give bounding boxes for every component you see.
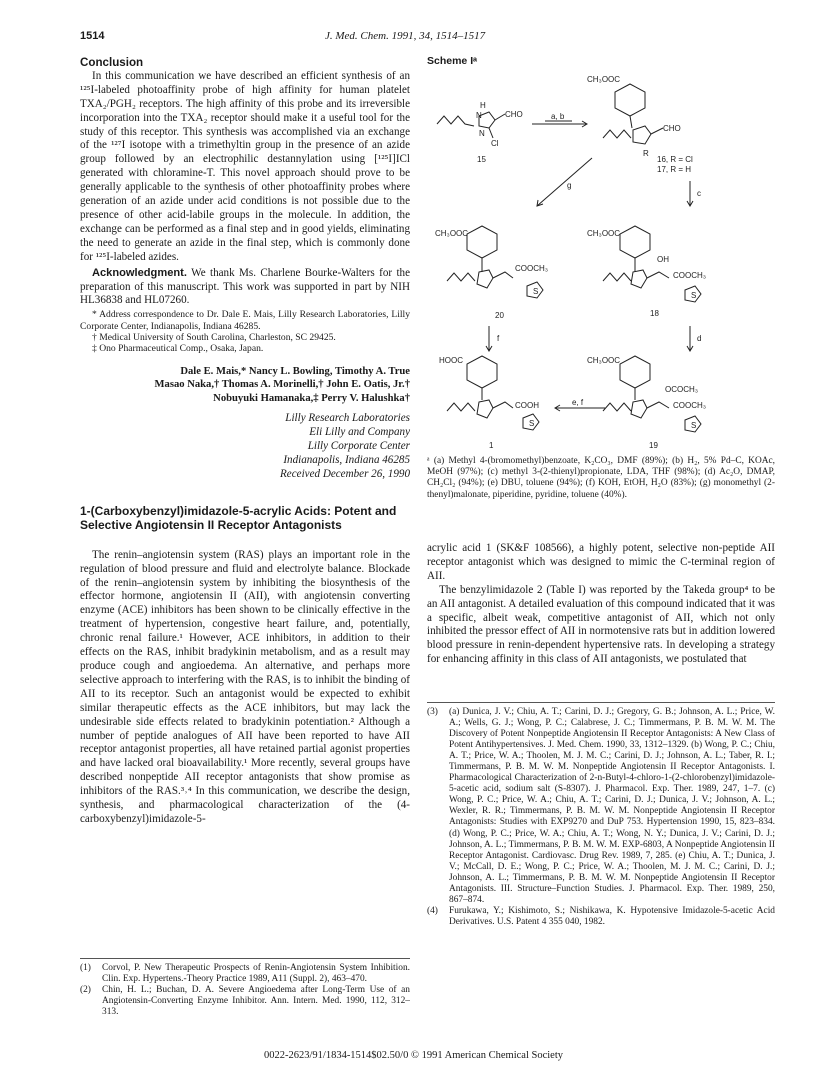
compound-19 <box>587 356 706 450</box>
label-s: S <box>691 291 697 300</box>
author-block <box>80 365 410 407</box>
label-cooch3: COOCH₃ <box>673 401 707 410</box>
label-cho: CHO <box>505 110 523 119</box>
label-c: c <box>697 189 701 198</box>
reference-item <box>80 963 410 985</box>
first-footnotes <box>80 309 410 354</box>
compound-number: 16, R = Cl <box>657 155 693 164</box>
scheme-title: Scheme Iᵃ <box>427 55 478 67</box>
author-line: Dale E. Mais,* Nancy L. Bowling, Timothy A. True <box>180 365 410 377</box>
right-paragraph-2: The benzylimidazole 2 (Table I) was reported by the Takeda group⁴ to be an AII antagonist. A detailed evaluation of this compound indicated that it was a specific, albeit weak, competitive antagonist of AII, which not only inhibited the pressor effect of AII in normotensive rats but in addition lowered blood pressure in renin-dependent hypertensive rats. In developing a strategy for enhancing affinity in this class of AII antagonists, we postulated that <box>427 583 775 666</box>
references-right <box>427 707 775 928</box>
label-f: f <box>497 334 500 343</box>
label-s: S <box>691 421 697 430</box>
label-cl: Cl <box>491 139 499 148</box>
label-cho: CHO <box>663 124 681 133</box>
compound-number: 18 <box>650 309 659 318</box>
reference-item <box>80 985 410 1018</box>
compound-number: 19 <box>649 441 658 450</box>
reference-text: Chin, H. L.; Buchan, D. A. Severe Angioedema after Long-Term Use of an Angiotensin-Converting Enzyme Inhibitor. Ann. Intern. Med. 1990, 112, 312–313. <box>102 985 410 1018</box>
footnote-address: * Address correspondence to Dr. Dale E. Mais, Lilly Research Laboratories, Lilly Corporate Center, Indianapolis, Indiana 46285. <box>80 309 410 332</box>
intro-paragraph: The renin–angiotensin system (RAS) plays an important role in the regulation of blood pressure and fluid and electrolyte balance. Blockade of the renin–angiotensin system by inhibiting the biosynthesis of the effector hormone, angiotensin II (AII), with angiotensin converting enzyme (ACE) inhibitors has been shown to be clinically effective in the treatment of hypertension, congestive heart failure, and, potentially, chronic renal failure.¹ However, ACE inhibitors, in addition to their effects on the RAS, inhibit bradykinin metabolism, and as a result may produce cough and angioedema. An alternative, and perhaps more selective approach to interfering with the RAS, is to inhibit the binding of AII to its receptor. Such an antagonist would be expected to exhibit similar therapeutic effects as the ACE inhibitors, but may lack the undesirable side effects related to bradykinin potentiation.² Although a number of peptide analogues of AII have been reported to have AII receptor antagonist properties, all have retained partial agonist properties and have lacked oral bioavailability.¹ More recently, several groups have described nonpeptide AII receptor antagonists that show promise as inhibitors of the RAS.³˒⁴ In this communication, we describe the design, synthesis, and pharmacological characterization of the (4-carboxybenzyl)imidazole-5- <box>80 548 410 825</box>
compound-number: 20 <box>495 311 504 320</box>
left-column <box>80 56 410 827</box>
affiliation-line: Lilly Research Laboratories <box>285 412 410 425</box>
footnote-rule-right <box>427 702 775 703</box>
label-d: d <box>697 334 702 343</box>
conclusion-paragraph: In this communication we have described an efficient synthesis of an ¹²⁵I-labeled photoaffinity probe of high affinity for human platelet TXA₂/PGH₂ receptors. The high affinity of this probe and its irreversible incorporation into the TXA₂ receptor should make it a useful tool for the study of this receptor. This synthesis was accomplished via an exchange of the ¹²⁷I isotope with a trimethyltin group in the presence of an azide group followed by an electrophilic destannylation using [¹²⁵I]ICl generated with chloramine-T. This novel approach should prove to be generally applicable to the synthesis of other photoaffinity probes where generation of an azide under acid conditions is not possible due to the presence of other acid-labile groups in the molecule. In addition, the exchange can be performed as a final step and in good yields, eliminating the need to generate an azide in the final step, which is commonly done for ¹²⁵I-labeled azides. <box>80 69 410 263</box>
footnote-ono: ‡ Ono Pharmaceutical Comp., Osaka, Japan. <box>92 343 264 355</box>
compound-20 <box>435 226 548 320</box>
page-footer: 0022-2623/91/1834-1514$02.50/0 © 1991 American Chemical Society <box>263 1050 564 1061</box>
author-line: Masao Naka,† Thomas A. Morinelli,† John E. Oatis, Jr.† <box>154 379 410 391</box>
label-ch3ooc: CH₃OOC <box>587 229 621 238</box>
label-ch3ooc: CH₃OOC <box>587 356 621 365</box>
affiliation-line: Eli Lilly and Company <box>309 426 410 439</box>
reference-number: (3) <box>427 707 438 717</box>
reference-text: Corvol, P. New Therapeutic Prospects of Renin-Angiotensin System Inhibition. Clin. Exp. Hypertens.-Theory Practice 1989, A11 (Suppl. 2), 463–470. <box>102 963 410 985</box>
label-g: g <box>567 181 572 190</box>
reference-item <box>427 906 775 928</box>
affiliation-block <box>80 412 410 482</box>
reference-number: (2) <box>80 985 91 996</box>
footnote-musc: † Medical University of South Carolina, Charleston, SC 29425. <box>92 331 336 343</box>
article-title: 1-(Carboxybenzyl)imidazole-5-acrylic Acids: Potent and Selective Angiotensin II Receptor Antagonists <box>80 503 397 533</box>
label-cooch3: COOCH₃ <box>515 264 549 273</box>
reference-item <box>427 707 775 906</box>
footnote-rule-left <box>80 958 410 959</box>
reference-text: (a) Dunica, J. V.; Chiu, A. T.; Carini, D. J.; Gregory, G. B.; Johnson, A. L.; Price, W. A.; Wells, G. J.; Wong, P. C.; Calabrese, J. C.; Timmermans, P. B. M. W. M. The Discovery of Potent Nonpeptide Angiotensin II Receptor Antagonists: A New Class of Potent Antihypertensives. J. Med. Chem. 1990, 33, 1312–1329. (b) Wong, P. C.; Chiu, A. T.; Price, W. A.; Thoolen, M. J. M. C.; Carini, D. J.; Johnson, A. L.; Taber, R. I.; Timmermans, P. B. M. W. M. Nonpeptide Angiotensin II Receptor Antagonists. I. Pharmacological Characterization of 2-n-Butyl-4-chloro-1-(2-chlorobenzyl)imidazole-5-acetic acid, sodium salt (S-8307). J. Pharmacol. Exp. Ther. 1989, 247, 1–7. (c) Wong, P. C.; Price, W. A.; Chiu, A. T.; Carini, D. J.; Dunica, J. V.; Johnson, A. L.; Wexler, R. R.; Timmermans, P. B. M. W. M. Nonpeptide Angiotensin II Receptor Antagonists: Studies with EXP9270 and DuP 753. Hypertension 1990, 15, 823–834. (d) Wong, P. C.; Price, W. A.; Chiu, A. T.; Wong, N. Y.; Dunica, J. V.; Carini, D. J.; Johnson, A. L.; Timmermans, P. B. M. W. M. EXP-6803, A Nonpeptide Angiotensin II Receptor Antagonist. Cardiovasc. Drug Rev. 1989, 7, 285. (e) Chiu, A. T.; Dunica, J. V.; McCall, D. E.; Wong, P. C.; Price, W. A.; Thoolen, M. J. M. C.; Carini, D. J.; Johnson, A. L.; Timmermans, P. B. M. W. M. Nonpeptide Angiotensin II Receptor Antagonists. III. Structure–Function Studies. J. Pharmacol. Exp. Ther. 1989, 250, 867–874. <box>449 707 775 905</box>
compound-1 <box>439 356 539 450</box>
scheme-footnote: ᵃ (a) Methyl 4-(bromomethyl)benzoate, K₂CO₃, DMF (89%); (b) H₂, 5% Pd–C, KOAc, MeOH (97%); (c) methyl 3-(2-thienyl)propionate, LDA, THF (98%); (d) Ac₂O, DMAP, CH₂Cl₂ (94%); (e) DBU, toluene (94%); (f) KOH, EtOH, H₂O (83%); (g) monomethyl (2-thenyl)malonate, piperidine, pyridine, toluene (40%). <box>427 456 775 500</box>
compound-number: 1 <box>489 441 494 450</box>
compound-number: 17, R = H <box>657 165 692 174</box>
label-hooc: HOOC <box>439 356 463 365</box>
label-ch3ooc: CH₃OOC <box>435 229 469 238</box>
journal-header: J. Med. Chem. 1991, 34, 1514–1517 <box>325 30 486 42</box>
label-s: S <box>529 419 535 428</box>
label-s: S <box>533 287 539 296</box>
label-r: R <box>643 149 649 158</box>
compound-number: 15 <box>477 155 486 164</box>
received-date: Received December 26, 1990 <box>280 467 410 480</box>
scheme-diagram <box>427 66 775 452</box>
right-text <box>427 542 775 667</box>
label-ef: e, f <box>572 398 584 407</box>
label-n: N <box>479 129 485 138</box>
conclusion-heading: Conclusion <box>80 56 144 69</box>
page-number: 1514 <box>80 30 105 42</box>
reference-text: Furukawa, Y.; Kishimoto, S.; Nishikawa, K. Hypotensive Imidazole-5-acetic Acid Derivatives. U.S. Patent 4 355 040, 1982. <box>449 905 775 927</box>
label-n: N <box>476 111 482 120</box>
right-paragraph-1: acrylic acid 1 (SK&F 108566), a highly potent, selective non-peptide AII receptor antagonist which was designed to mimic the C-terminal region of AII. <box>427 542 775 582</box>
reference-number: (4) <box>427 905 438 916</box>
compound-18 <box>587 226 706 318</box>
acknowledgment <box>80 267 410 309</box>
label-ococh3: OCOCH₃ <box>665 385 699 394</box>
compound-16-17 <box>587 75 693 174</box>
label-ab: a, b <box>551 112 565 121</box>
affiliation-line: Lilly Corporate Center <box>307 440 410 453</box>
author-line: Nobuyuki Hamanaka,‡ Perry V. Halushka† <box>213 393 410 405</box>
references-left <box>80 963 410 1018</box>
arrow-ab <box>532 112 587 127</box>
affiliation-line: Indianapolis, Indiana 46285 <box>283 453 410 466</box>
label-ch3ooc: CH₃OOC <box>587 75 621 84</box>
compound-15 <box>437 101 523 164</box>
label-h: H <box>480 101 486 110</box>
acknowledgment-text: We thank Ms. Charlene Bourke-Walters for the preparation of this manuscript. This work was supported in part by NIH HL36838 and HL07260. <box>80 266 410 307</box>
reference-number: (1) <box>80 963 91 973</box>
acknowledgment-label: Acknowledgment. <box>92 266 187 279</box>
label-cooch3: COOCH₃ <box>673 271 707 280</box>
label-oh: OH <box>657 255 669 264</box>
label-cooh: COOH <box>515 401 539 410</box>
